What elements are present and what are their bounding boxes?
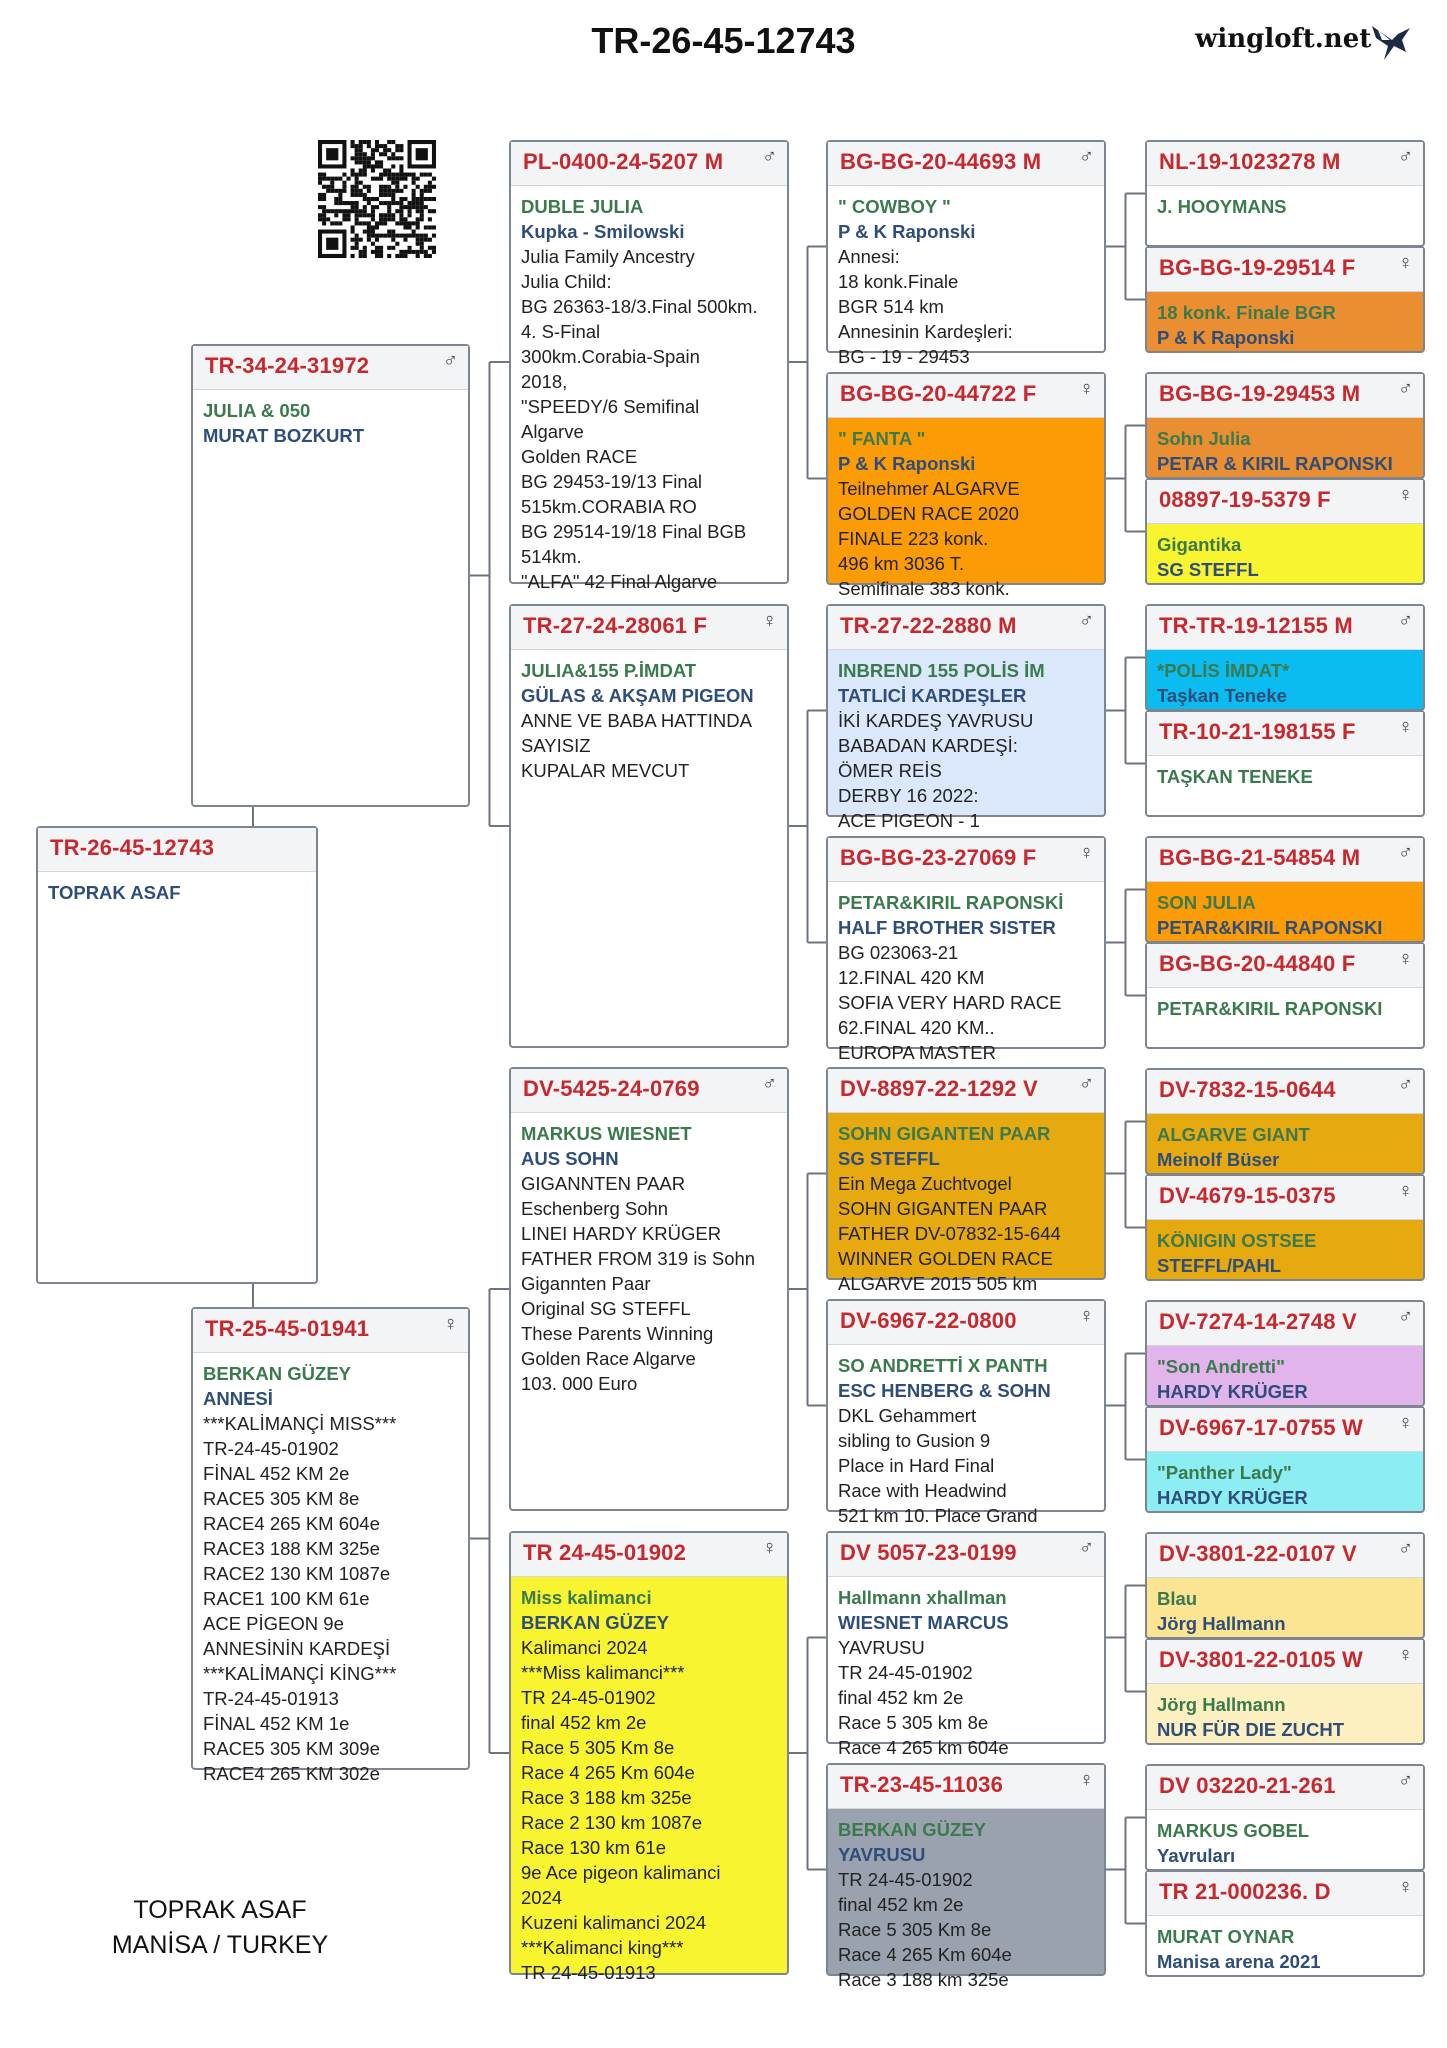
card-body <box>511 1577 787 1985</box>
pigeon-name: *POLİS İMDAT* <box>1157 660 1290 681</box>
pedigree-card-sire[interactable] <box>191 344 470 807</box>
card-body <box>511 1113 787 1396</box>
pedigree-card-dsds[interactable] <box>1145 1300 1425 1407</box>
card-body <box>1147 1578 1423 1636</box>
card-header <box>511 606 787 650</box>
pigeon-name: MARKUS WIESNET <box>521 1123 692 1144</box>
pigeon-owner: NUR FÜR DIE ZUCHT <box>1157 1719 1345 1740</box>
ring-number: BG-BG-20-44840 F <box>1159 951 1356 976</box>
card-header <box>511 142 787 186</box>
pedigree-card-ssd[interactable] <box>826 372 1106 599</box>
female-symbol-icon: ♀ <box>1398 716 1413 738</box>
pedigree-card-dsss[interactable] <box>1145 1068 1425 1175</box>
pigeon-name: " COWBOY " <box>838 196 951 217</box>
pigeon-notes: GIGANNTEN PAAR Eschenberg Sohn LINEI HARDY KRÜGER FATHER FROM 319 is Sohn Gigannten Paar Original SG STEFFL These Parents Winning Golden Race Algarve 103. 000 Euro <box>521 1173 756 1394</box>
card-header <box>828 1301 1104 1345</box>
pigeon-notes: YAVRUSU TR 24-45-01902 final 452 km 2e Race 5 305 km 8e Race 4 265 km 604e <box>838 1637 1009 1758</box>
card-body <box>828 1345 1104 1528</box>
ring-number: TR-34-24-31972 <box>205 353 370 378</box>
pedigree-card-dddd[interactable] <box>1145 1870 1425 1977</box>
card-body <box>1147 1916 1423 1974</box>
pigeon-owner: HARDY KRÜGER <box>1157 1487 1308 1508</box>
pigeon-name: 18 konk. Finale BGR <box>1157 302 1336 323</box>
pigeon-owner: Taşkan Teneke <box>1157 685 1287 706</box>
pigeon-name: DUBLE JULIA <box>521 196 644 217</box>
male-symbol-icon: ♂ <box>1079 1073 1094 1095</box>
card-header <box>828 1533 1104 1577</box>
male-symbol-icon: ♂ <box>1398 146 1413 168</box>
male-symbol-icon: ♂ <box>1398 1074 1413 1096</box>
card-header <box>1147 1408 1423 1452</box>
card-body <box>828 650 1104 833</box>
pedigree-card-dsdd[interactable] <box>1145 1406 1425 1513</box>
male-symbol-icon: ♂ <box>1079 146 1094 168</box>
card-header <box>1147 1872 1423 1916</box>
ring-number: TR-25-45-01941 <box>205 1316 370 1341</box>
card-header <box>828 374 1104 418</box>
ring-number: DV 5057-23-0199 <box>840 1540 1017 1565</box>
male-symbol-icon: ♂ <box>1079 610 1094 632</box>
ring-number: DV-5425-24-0769 <box>523 1076 700 1101</box>
ring-number: TR 24-45-01902 <box>523 1540 687 1565</box>
female-symbol-icon: ♀ <box>1398 252 1413 274</box>
female-symbol-icon: ♀ <box>1398 948 1413 970</box>
pigeon-owner: Manisa arena 2021 <box>1157 1951 1321 1972</box>
card-header <box>193 1309 468 1353</box>
pigeon-name: Jörg Hallmann <box>1157 1694 1286 1715</box>
card-header <box>511 1069 787 1113</box>
pedigree-card-sssd[interactable] <box>1145 246 1425 353</box>
card-header <box>1147 606 1423 650</box>
pedigree-card-sdds[interactable] <box>1145 836 1425 943</box>
pigeon-owner: MURAT BOZKURT <box>203 425 364 446</box>
female-symbol-icon: ♀ <box>1398 1180 1413 1202</box>
page-title: TR-26-45-12743 <box>591 20 856 61</box>
pigeon-notes: Annesi: 18 konk.Finale BGR 514 km Annesinin Kardeşleri: BG - 19 - 29453 <box>838 246 1013 367</box>
pigeon-notes: TR 24-45-01902 final 452 km 2e Race 5 305 Km 8e Race 4 265 Km 604e Race 3 188 km 325e <box>838 1869 1012 1990</box>
card-header <box>1147 712 1423 756</box>
card-body <box>828 1577 1104 1760</box>
card-body <box>193 1353 468 1786</box>
pigeon-name: PETAR&KIRIL RAPONSKI <box>1157 998 1383 1019</box>
female-symbol-icon: ♀ <box>443 1313 458 1335</box>
card-header <box>828 838 1104 882</box>
card-header <box>1147 1176 1423 1220</box>
pedigree-card-dd[interactable] <box>509 1531 789 1983</box>
ring-number: TR-10-21-198155 F <box>1159 719 1356 744</box>
card-body <box>38 872 316 905</box>
pigeon-name: BERKAN GÜZEY <box>203 1363 352 1384</box>
card-body <box>1147 882 1423 940</box>
card-body <box>828 186 1104 369</box>
male-symbol-icon: ♂ <box>1398 610 1413 632</box>
pigeon-owner: P & K Raponski <box>838 453 976 474</box>
pigeon-notes: BG 023063-21 12.FINAL 420 KM SOFIA VERY HARD RACE 62.FINAL 420 KM.. EUROPA MASTER <box>838 942 1062 1063</box>
female-symbol-icon: ♀ <box>1079 1769 1094 1791</box>
male-symbol-icon: ♂ <box>762 1073 777 1095</box>
ring-number: DV-3801-22-0105 W <box>1159 1647 1363 1672</box>
card-body <box>1147 988 1423 1021</box>
female-symbol-icon: ♀ <box>1398 1644 1413 1666</box>
ring-number: TR-TR-19-12155 M <box>1159 613 1353 638</box>
ring-number: NL-19-1023278 M <box>1159 149 1341 174</box>
card-body <box>1147 418 1423 476</box>
card-body <box>511 186 787 594</box>
pedigree-card-root[interactable] <box>36 826 318 1284</box>
pedigree-card-dam[interactable] <box>191 1307 470 1784</box>
ring-number: TR-23-45-11036 <box>840 1772 1004 1797</box>
pedigree-card-sdd[interactable] <box>826 836 1106 1063</box>
pigeon-owner: PETAR&KIRIL RAPONSKI <box>1157 917 1383 938</box>
female-symbol-icon: ♀ <box>1079 378 1094 400</box>
pigeon-owner: Kupka - Smilowski <box>521 221 685 242</box>
card-body <box>511 650 787 783</box>
pigeon-owner: SG STEFFL <box>838 1148 940 1169</box>
card-body <box>1147 292 1423 350</box>
pigeon-owner: AUS SOHN <box>521 1148 619 1169</box>
pigeon-owner: HARDY KRÜGER <box>1157 1381 1308 1402</box>
ring-number: BG-BG-19-29514 F <box>1159 255 1356 280</box>
pedigree-card-ssss[interactable] <box>1145 140 1425 247</box>
pedigree-card-sss[interactable] <box>826 140 1106 367</box>
card-header <box>828 1765 1104 1809</box>
pigeon-owner: GÜLAS & AKŞAM PIGEON <box>521 685 754 706</box>
card-body <box>828 1809 1104 1992</box>
pigeon-notes: Kalimanci 2024 ***Miss kalimanci*** TR 24-45-01902 final 452 km 2e Race 5 305 Km 8e Race 4 265 Km 604e Race 3 188 km 325e Race 2 130 km 1087e Race 130 km 61e 9e Ace pigeon kalimanci 2024 Kuzeni kalimanci 2024 ***Kalimanci king*** TR 24-45-01913 <box>521 1637 721 1983</box>
ring-number: TR-27-24-28061 F <box>523 613 708 638</box>
pedigree-card-sds[interactable] <box>826 604 1106 831</box>
pedigree-card-ddss[interactable] <box>1145 1532 1425 1639</box>
card-header <box>1147 480 1423 524</box>
male-symbol-icon: ♂ <box>1079 1537 1094 1559</box>
ring-number: DV-7832-15-0644 <box>1159 1077 1336 1102</box>
ring-number: BG-BG-20-44693 M <box>840 149 1042 174</box>
card-body <box>1147 524 1423 582</box>
male-symbol-icon: ♂ <box>1398 378 1413 400</box>
ring-number: BG-BG-23-27069 F <box>840 845 1037 870</box>
pigeon-owner: BERKAN GÜZEY <box>521 1612 670 1633</box>
female-symbol-icon: ♀ <box>1079 842 1094 864</box>
pigeon-name: JULIA & 050 <box>203 400 311 421</box>
ring-number: TR-27-22-2880 M <box>840 613 1017 638</box>
ring-number: DV-3801-22-0107 V <box>1159 1541 1357 1566</box>
male-symbol-icon: ♂ <box>1398 1538 1413 1560</box>
pedigree-card-ssdd[interactable] <box>1145 478 1425 585</box>
breeder-name: TOPRAK ASAF <box>133 1896 307 1924</box>
pigeon-owner: YAVRUSU <box>838 1844 926 1865</box>
pigeon-name: "Panther Lady" <box>1157 1462 1292 1483</box>
card-header <box>828 606 1104 650</box>
pedigree-card-dss[interactable] <box>826 1067 1106 1294</box>
pigeon-name: PETAR&KIRIL RAPONSKİ <box>838 892 1064 913</box>
card-header <box>38 828 316 872</box>
pedigree-card-dds[interactable] <box>826 1531 1106 1758</box>
pigeon-owner: HALF BROTHER SISTER <box>838 917 1056 938</box>
pedigree-card-sddd[interactable] <box>1145 942 1425 1049</box>
female-symbol-icon: ♀ <box>1079 1305 1094 1327</box>
pigeon-name: " FANTA " <box>838 428 926 449</box>
pigeon-name: ALGARVE GIANT <box>1157 1124 1310 1145</box>
female-symbol-icon: ♀ <box>762 610 777 632</box>
brand-name[interactable]: wingloft.net <box>1195 24 1372 54</box>
pigeon-owner: STEFFL/PAHL <box>1157 1255 1282 1276</box>
pigeon-notes: İKİ KARDEŞ YAVRUSU BABADAN KARDEŞİ: ÖMER REİS DERBY 16 2022: ACE PIGEON - 1 <box>838 710 1034 831</box>
ring-number: PL-0400-24-5207 M <box>523 149 724 174</box>
card-body <box>1147 186 1423 219</box>
male-symbol-icon: ♂ <box>1398 1770 1413 1792</box>
pigeon-name: Miss kalimanci <box>521 1587 652 1608</box>
card-header <box>1147 944 1423 988</box>
pigeon-name: "Son Andretti" <box>1157 1356 1285 1377</box>
pigeon-notes: ANNE VE BABA HATTINDA SAYISIZ KUPALAR MEVCUT <box>521 710 752 781</box>
ring-number: BG-BG-20-44722 F <box>840 381 1037 406</box>
pigeon-owner: ANNESİ <box>203 1388 273 1409</box>
card-body <box>1147 650 1423 708</box>
ring-number: BG-BG-19-29453 M <box>1159 381 1361 406</box>
pigeon-name: Hallmann xhallman <box>838 1587 1007 1608</box>
pigeon-notes: Teilnehmer ALGARVE GOLDEN RACE 2020 FINALE 223 konk. 496 km 3036 T. Semifinale 383 konk. <box>838 478 1020 599</box>
card-body <box>1147 756 1423 789</box>
card-body <box>1147 1684 1423 1742</box>
pigeon-name: SOHN GIGANTEN PAAR <box>838 1123 1051 1144</box>
pigeon-name: Blau <box>1157 1588 1198 1609</box>
pedigree-card-ddds[interactable] <box>1145 1764 1425 1871</box>
card-header <box>1147 1302 1423 1346</box>
card-header <box>828 142 1104 186</box>
card-header <box>1147 1766 1423 1810</box>
pigeon-owner: Yavruları <box>1157 1845 1236 1866</box>
pigeon-owner: P & K Raponski <box>838 221 976 242</box>
female-symbol-icon: ♀ <box>762 1537 777 1559</box>
card-header <box>1147 1640 1423 1684</box>
card-header <box>1147 142 1423 186</box>
male-symbol-icon: ♂ <box>762 146 777 168</box>
breeder-footer <box>70 1893 370 1963</box>
card-header <box>1147 1534 1423 1578</box>
ring-number: DV-6967-22-0800 <box>840 1308 1017 1333</box>
ring-number: DV-4679-15-0375 <box>1159 1183 1336 1208</box>
pedigree-card-ss[interactable] <box>509 140 789 592</box>
pedigree-card-ds[interactable] <box>509 1067 789 1511</box>
pedigree-card-ddsd[interactable] <box>1145 1638 1425 1745</box>
female-symbol-icon: ♀ <box>1398 1412 1413 1434</box>
ring-number: 08897-19-5379 F <box>1159 487 1331 512</box>
ring-number: BG-BG-21-54854 M <box>1159 845 1361 870</box>
pigeon-notes: DKL Gehammert sibling to Gusion 9 Place in Hard Final Race with Headwind 521 km 10. Place Grand <box>838 1405 1038 1526</box>
ring-number: DV 03220-21-261 <box>1159 1773 1336 1798</box>
pigeon-owner: PETAR & KIRIL RAPONSKI <box>1157 453 1393 474</box>
male-symbol-icon: ♂ <box>1398 842 1413 864</box>
card-header <box>1147 1070 1423 1114</box>
male-symbol-icon: ♂ <box>1398 1306 1413 1328</box>
pedigree-card-ssds[interactable] <box>1145 372 1425 479</box>
qr-code-icon[interactable] <box>318 140 436 258</box>
pigeon-owner: Jörg Hallmann <box>1157 1613 1286 1634</box>
card-header <box>1147 374 1423 418</box>
bird-logo-icon <box>1368 20 1414 64</box>
pigeon-name: TAŞKAN TENEKE <box>1157 766 1313 787</box>
pigeon-notes: Ein Mega Zuchtvogel SOHN GIGANTEN PAAR FATHER DV-07832-15-644 WINNER GOLDEN RACE ALGARVE 2015 505 km <box>838 1173 1061 1294</box>
breeder-location: MANİSA / TURKEY <box>111 1931 329 1959</box>
pigeon-notes: Julia Family Ancestry Julia Child: BG 26363-18/3.Final 500km. 4. S-Final 300km.Corabia-Spain 2018, "SPEEDY/6 Semifinal Algarve Golden RACE BG 29453-19/13 Final 515km.CORABIA RO BG 29514-19/18 Final BGB 514km. "ALFA" 42 Final Algarve <box>521 246 758 592</box>
card-header <box>511 1533 787 1577</box>
ring-number: TR-26-45-12743 <box>50 835 215 860</box>
pigeon-name: SON JULIA <box>1157 892 1256 913</box>
pigeon-owner: ESC HENBERG & SOHN <box>838 1380 1051 1401</box>
male-symbol-icon: ♂ <box>443 350 458 372</box>
card-header <box>1147 838 1423 882</box>
pedigree-card-dsd[interactable] <box>826 1299 1106 1526</box>
card-body <box>1147 1810 1423 1868</box>
pedigree-card-sd[interactable] <box>509 604 789 1048</box>
pigeon-name: JULIA&155 P.İMDAT <box>521 660 697 681</box>
pedigree-card-sdsd[interactable] <box>1145 710 1425 817</box>
card-body <box>1147 1220 1423 1278</box>
pigeon-name: INBREND 155 POLİS İM <box>838 660 1045 681</box>
card-body <box>193 390 468 448</box>
card-header <box>828 1069 1104 1113</box>
pigeon-name: Gigantika <box>1157 534 1242 555</box>
pigeon-notes: ***KALİMANÇİ MISS*** TR-24-45-01902 FİNAL 452 KM 2e RACE5 305 KM 8e RACE4 265 KM 604e RACE3 188 KM 325e RACE2 130 KM 1087e RACE1 100 KM 61e ACE PİGEON 9e ANNESİNİN KARDEŞİ ***KALİMANÇİ KİNG*** TR-24-45-01913 FİNAL 452 KM 1e RACE5 305 KM 309e RACE4 265 KM 302e <box>203 1413 397 1784</box>
card-header <box>193 346 468 390</box>
ring-number: DV-8897-22-1292 V <box>840 1076 1038 1101</box>
pedigree-card-ddd[interactable] <box>826 1763 1106 1990</box>
pigeon-owner: TOPRAK ASAF <box>48 882 181 903</box>
card-header <box>1147 248 1423 292</box>
pigeon-name: SO ANDRETTİ X PANTH <box>838 1355 1048 1376</box>
pigeon-name: KÖNIGIN OSTSEE <box>1157 1230 1317 1251</box>
female-symbol-icon: ♀ <box>1398 1876 1413 1898</box>
ring-number: DV-6967-17-0755 W <box>1159 1415 1363 1440</box>
female-symbol-icon: ♀ <box>1398 484 1413 506</box>
card-body <box>1147 1452 1423 1510</box>
pigeon-name: Sohn Julia <box>1157 428 1251 449</box>
pigeon-owner: WIESNET MARCUS <box>838 1612 1009 1633</box>
card-body <box>828 418 1104 601</box>
ring-number: DV-7274-14-2748 V <box>1159 1309 1357 1334</box>
pigeon-name: MARKUS GOBEL <box>1157 1820 1310 1841</box>
pigeon-name: MURAT OYNAR <box>1157 1926 1295 1947</box>
pigeon-owner: SG STEFFL <box>1157 559 1259 580</box>
pigeon-owner: P & K Raponski <box>1157 327 1295 348</box>
card-body <box>1147 1346 1423 1404</box>
card-body <box>828 882 1104 1065</box>
ring-number: TR 21-000236. D <box>1159 1879 1331 1904</box>
pedigree-card-dssd[interactable] <box>1145 1174 1425 1281</box>
card-body <box>828 1113 1104 1296</box>
pigeon-owner: Meinolf Büser <box>1157 1149 1280 1170</box>
pigeon-name: J. HOOYMANS <box>1157 196 1287 217</box>
pedigree-card-sdss[interactable] <box>1145 604 1425 711</box>
card-body <box>1147 1114 1423 1172</box>
pigeon-name: BERKAN GÜZEY <box>838 1819 987 1840</box>
pigeon-owner: TATLICİ KARDEŞLER <box>838 685 1027 706</box>
